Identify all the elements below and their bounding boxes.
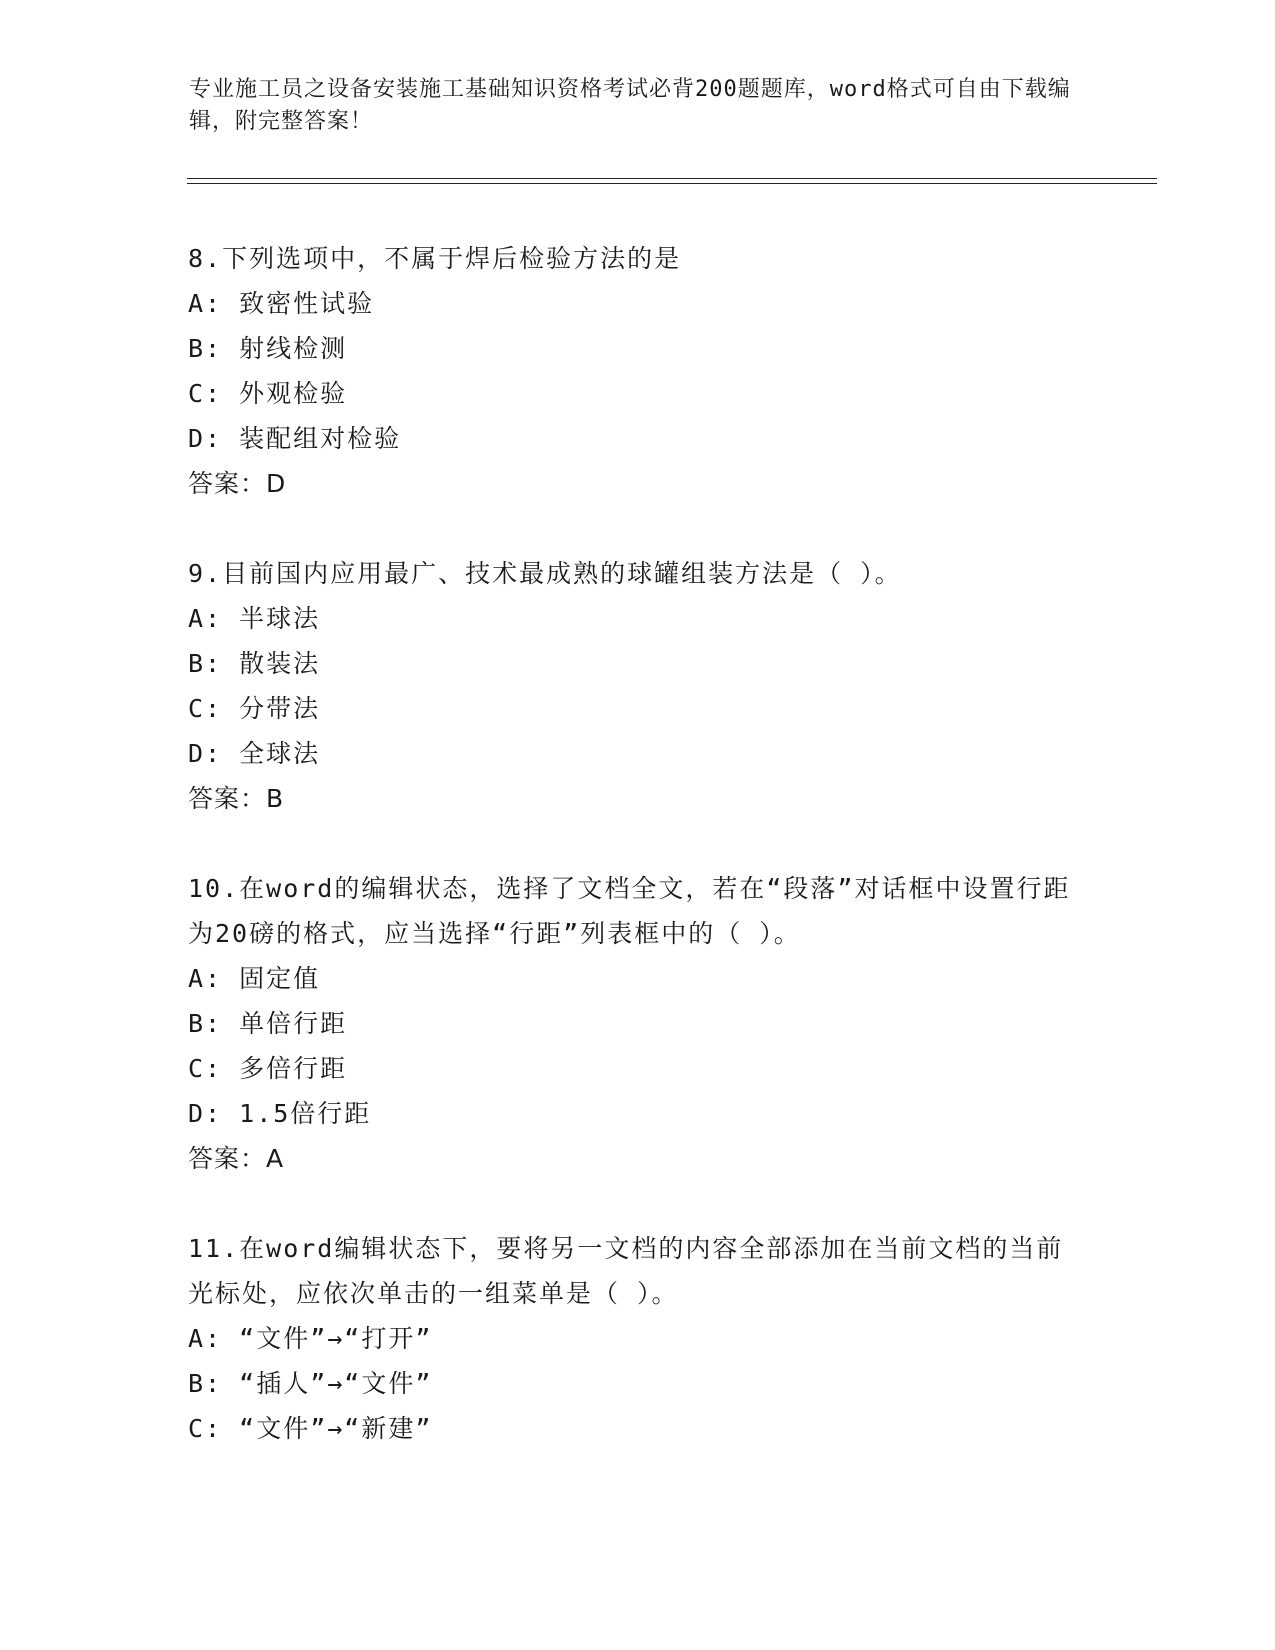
option-b: B: “插人”→“文件” (188, 1369, 433, 1398)
question-stem: 11.在word编辑状态下，要将另一文档的内容全部添加在当前文档的当前光标处，应依次单击的一组菜单是（ ）。 (188, 1234, 1064, 1308)
option-a: A: 固定值 (188, 964, 321, 993)
option-d: D: 装配组对检验 (188, 424, 402, 453)
header-divider (187, 178, 1157, 184)
question-8 (188, 236, 1088, 506)
question-list (188, 236, 1088, 1496)
answer-line: 答案：B (188, 784, 285, 813)
question-stem: 9.目前国内应用最广、技术最成熟的球罐组装方法是（ ）。 (188, 559, 902, 588)
question-stem: 10.在word的编辑状态，选择了文档全文，若在“段落”对话框中设置行距为20磅的格式，应当选择“行距”列表框中的（ ）。 (188, 874, 1071, 948)
option-a: A: 致密性试验 (188, 289, 375, 318)
option-a: A: 半球法 (188, 604, 321, 633)
option-a: A: “文件”→“打开” (188, 1324, 433, 1353)
option-d: D: 1.5倍行距 (188, 1099, 372, 1128)
option-b: B: 单倍行距 (188, 1009, 348, 1038)
option-c: C: 外观检验 (188, 379, 348, 408)
question-10 (188, 866, 1088, 1181)
option-b: B: 散装法 (188, 649, 321, 678)
option-c: C: “文件”→“新建” (188, 1414, 433, 1443)
option-b: B: 射线检测 (188, 334, 348, 363)
answer-line: 答案：A (188, 1144, 285, 1173)
option-d: D: 全球法 (188, 739, 321, 768)
document-header: 专业施工员之设备安装施工基础知识资格考试必背200题题库，word格式可自由下载编辑，附完整答案！ (189, 77, 1071, 134)
question-11 (188, 1226, 1088, 1451)
question-9 (188, 551, 1088, 821)
answer-line: 答案：D (188, 469, 287, 498)
question-stem: 8.下列选项中，不属于焊后检验方法的是 (188, 244, 682, 273)
option-c: C: 分带法 (188, 694, 321, 723)
option-c: C: 多倍行距 (188, 1054, 348, 1083)
